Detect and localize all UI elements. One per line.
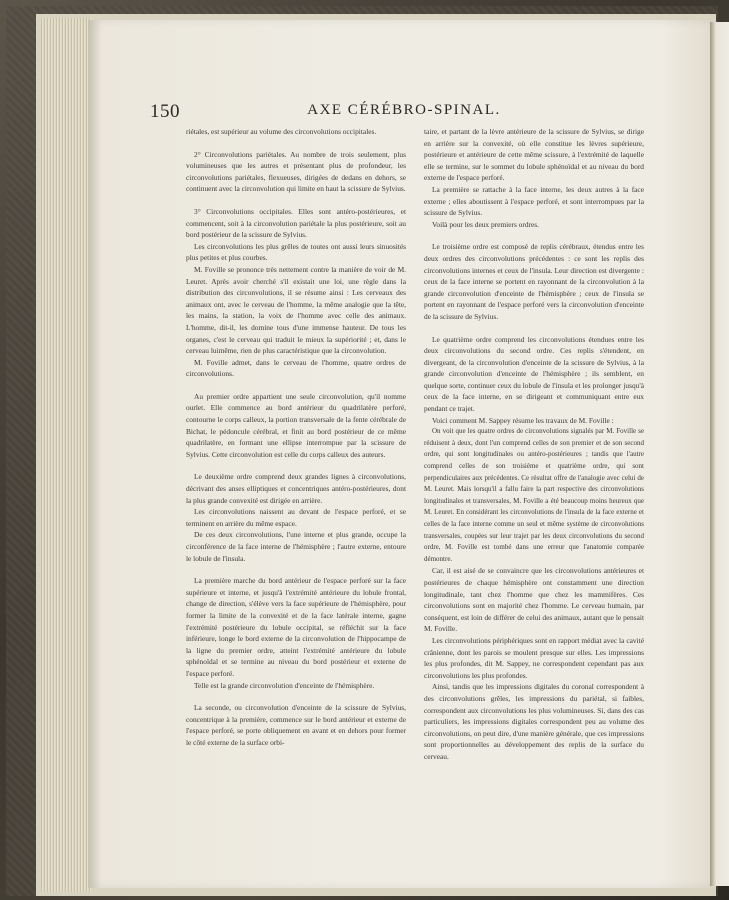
paragraph: Ainsi, tandis que les impressions digitales du coronal correspondent à des circonvolutions grêles, les impressions du pariétal, si faibles, correspondent aux circonvolutions les plus volumineuses. Si, dans des cas particuliers, les impressions digitales correspondent peu au volume des circonvolutions, on peut dire, d'une manière générale, que ces impressions sont proportionnelles au développement des replis de la surface du cerveau. <box>424 682 644 761</box>
paragraph: M. Foville admet, dans le cerveau de l'homme, quatre ordres de circonvolutions. <box>186 357 406 379</box>
paragraph: taire, et partant de la lèvre antérieure de la scissure de Sylvius, se dirige en arrière sur la convexité, où elle constitue les lèvres supérieure, postérieure et antérieure de cette même scissure, à l'extrémité de laquelle elle se termine, sur le sommet du lobule sphénoïdal et au niveau du bord externe de l'espace perforé. <box>424 127 644 183</box>
paragraph: La première marche du bord antérieur de l'espace perforé sur la face supérieure et interne, et jusqu'à l'extrémité antérieure du lobule frontal, change de direction, s'élève vers la face supérieure de l'hémisphère, pour former la limite de la convexité et de la face latérale interne, gagne l'extrémité postérieure du lobule occipital, se réfléchit sur la face inférieure, longe le bord externe de la circonvolution de l'hippocampe de la ligne du premier ordre, atteint l'extrémité antérieure du lobule sphénoïdal et se termine au niveau du bord postérieur et externe de l'espace perforé. <box>186 576 406 678</box>
paragraph: Les circonvolutions naissent au devant de l'espace perforé, et se terminent en arrière du même espace. <box>186 507 406 528</box>
paragraph: Car, il est aisé de se convaincre que les circonvolutions antérieures et postérieures de chaque hémisphère ont constamment une direction longitudinale, tant chez l'homme que chez les mammifères. Ces circonvolutions sont en majorité chez l'homme. Le cerveau humain, par conséquent, est loin de différer de celui des animaux, autant que le pensait M. Foville. <box>424 566 644 634</box>
paragraph: De ces deux circonvolutions, l'une interne et plus grande, occupe la circonférence de la face interne de l'hémisphère ; l'autre externe, entoure le lobule de l'insula. <box>186 530 406 563</box>
page-header <box>150 100 658 122</box>
paragraph: 3° Circonvolutions occipitales. Elles sont antéro-postérieures, et commencent, soit à la circonvolution pariétale la plus postérieure, soit au bord postérieur de la scissure de Sylvius. <box>186 206 406 240</box>
running-title: AXE CÉRÉBRO-SPINAL. <box>307 102 501 118</box>
paragraph: La première se rattache à la face interne, les deux autres à la face externe ; elles aboutissent à l'espace perforé, et sont interrompues par la scissure de Sylvius. <box>424 184 644 218</box>
paragraph: Le troisième ordre est composé de replis cérébraux, étendus entre les deux ordres des circonvolutions précédentes : ce sont les replis des circonvolutions internes et ceux de l'insula. Leur direction est divergente : ceux de la face interne se portent en rayonnant de la circonvolution à la grande circonvolution d'enceinte de l'hémisphère ; ceux de l'insula se portent en rayonnant de l'espace perforé vers la circonvolution d'enceinte de la scissure de Sylvius. <box>424 242 644 321</box>
paragraph: riétales, est supérieur au volume des circonvolutions occipitales. <box>186 127 377 136</box>
paragraph: 2° Circonvolutions pariétales. Au nombre de trois seulement, plus volumineuses que les autres et présentant plus de profondeur, les circonvolutions pariétales, flexueuses, dirigées de dedans en dehors, se continuent avec la circonvolution qui limite en haut la scissure de Sylvius. <box>186 149 406 194</box>
book-page-right <box>710 22 729 886</box>
left-text-column <box>186 126 406 749</box>
paragraph: Le deuxième ordre comprend deux grandes lignes à circonvolutions, décrivant des anses elliptiques et concentriques antéro-postérieures, dont la plus grande convexité est dirigée en arrière. <box>186 472 406 505</box>
paragraph: Les circonvolutions les plus grêles de toutes ont aussi leurs sinuosités plus petites et plus courbes. <box>186 241 406 263</box>
paragraph: Telle est la grande circonvolution d'enceinte de l'hémisphère. <box>194 680 375 690</box>
paragraph: Au premier ordre appartient une seule circonvolution, qu'il nomme ourlet. Elle commence au bord antérieur du quadrilatère perforé, contourne le corps calleux, la portion transversale de la fente cérébrale de Bichat, le pédoncule cérébral, et finit au bord postérieur de ce même quadrilatère, en formant une ellipse interrompue par la scissure de Sylvius. Cette circonvolution est celle du corps calleux des auteurs. <box>186 391 406 459</box>
paragraph: Voici comment M. Sappey résume les travaux de M. Foville : <box>432 415 614 425</box>
page-number: 150 <box>150 101 180 122</box>
paragraph: Les circonvolutions périphériques sont en rapport médiat avec la cavité crânienne, dont les parois se moulent presque sur elles. Les impressions les plus profondes, dit M. Sappey, ne correspondent cependant pas aux circonvolutions les plus profondes. <box>424 635 644 680</box>
paragraph: On voit que les quatre ordres de circonvolutions signalés par M. Foville se réduisent à deux, dont l'un comprend celles de son premier et de son second ordre, qui sont longitudinales ou antéro-postérieures ; tandis que l'autre comprend celles de son troisième et quatrième ordre, qui sont perpendiculaires aux précédentes. Ce résultat offre de l'analogie avec celui de M. Leuret. Mais lorsqu'il a fallu faire la part respective des circonvolutions longitudinales et transversales, M. Foville a été beaucoup moins heureux que M. Leuret. En considérant les circonvolutions de l'insula de la face externe et celles de la face interne comme un seul et même système de circonvolutions transversales, coupées sur leur trajet par les deux circonvolutions du second ordre, M. Foville est tombé dans une erreur que l'anatomie comparée démontre. <box>424 427 644 563</box>
paragraph: Le quatrième ordre comprend les circonvolutions étendues entre les deux circonvolutions du second ordre. Ces replis s'étendent, en divergeant, de la circonvolution d'enceinte de la scissure de Sylvius, à la grande circonvolution d'enceinte de l'hémisphère ; ils semblent, en quelque sorte, continuer ceux du lobule de l'insula et les prolonger jusqu'à ceux de la face interne, en se dirigeant et communiquant entre eux pendant ce trajet. <box>424 334 644 414</box>
page-edges <box>40 18 92 892</box>
paragraph: La seconde, ou circonvolution d'enceinte de la scissure de Sylvius, concentrique à la première, commence sur le bord antérieur et externe de l'espace perforé, se porte obliquement en avant et en dehors pour former le côté externe de la surface orbi- <box>186 703 406 747</box>
paragraph: Voilà pour les deux premiers ordres. <box>432 219 540 229</box>
paragraph: M. Foville se prononce très nettement contre la manière de voir de M. Leuret. Après avoir cherché s'il existait une loi, une règle dans la distribution des circonvolutions, il se résume ainsi : Les cerveaux des animaux ont, avec le cerveau de l'homme, la même analogie que la tête, les mains, la station, la voix de l'homme avec celle des animaux. L'homme, dit-il, les domine tous d'une immense hauteur. De tous les organes, c'est le cerveau qui traduit le mieux la supériorité ; et, dans le cerveau luimême, rien de plus caractéristique que la circonvolution. <box>186 264 406 356</box>
right-text-column <box>424 126 644 762</box>
